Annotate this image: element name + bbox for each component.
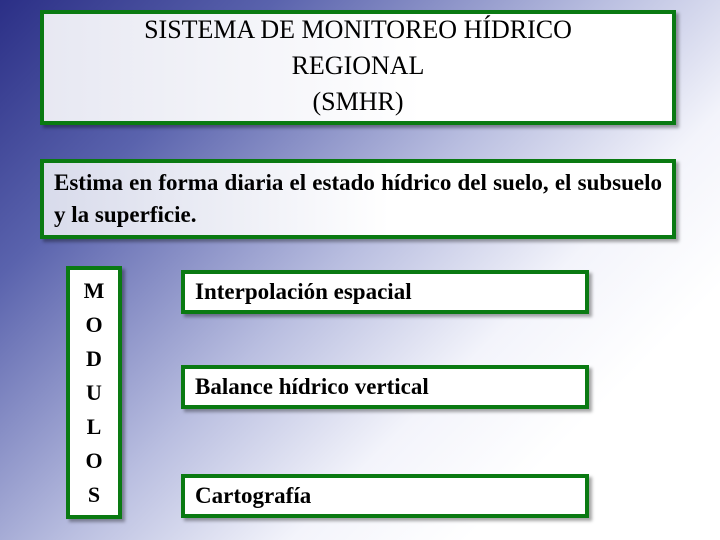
modulos-vertical-label	[66, 266, 122, 519]
modulos-letter: L	[86, 413, 102, 439]
modulos-letter: U	[86, 379, 102, 405]
modulos-letter: M	[83, 277, 105, 303]
module-cartografia	[181, 474, 589, 518]
title-box	[40, 10, 676, 125]
modulos-letter: O	[85, 311, 103, 337]
title-line-3: (SMHR)	[312, 86, 404, 116]
module-label: Cartografía	[195, 483, 312, 508]
slide-title	[144, 12, 572, 120]
title-line-1: SISTEMA DE MONITOREO HÍDRICO	[144, 14, 572, 44]
modulos-letter: D	[86, 345, 102, 371]
modulos-letter: O	[85, 447, 103, 473]
modulos-letter: S	[87, 481, 101, 507]
module-balance-hidrico	[181, 365, 589, 409]
description-text: Estima en forma diaria el estado hídrico del suelo, el subsuelo y la superficie.	[54, 170, 662, 227]
title-line-2: REGIONAL	[291, 50, 425, 80]
module-label: Balance hídrico vertical	[195, 374, 429, 399]
description-box	[40, 159, 676, 239]
module-label: Interpolación espacial	[195, 279, 412, 304]
module-interpolacion-espacial	[181, 270, 589, 314]
